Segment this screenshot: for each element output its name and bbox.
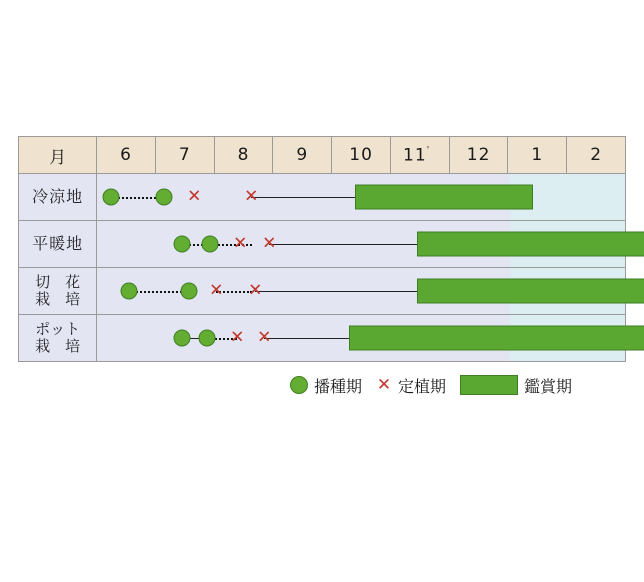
table-row bbox=[19, 221, 626, 268]
table-row bbox=[19, 315, 626, 362]
header-month-6: 6 bbox=[97, 137, 156, 174]
lane-reiryochi bbox=[97, 174, 626, 221]
header-month-2: 2 bbox=[567, 137, 626, 174]
cultivation-calendar-chart bbox=[18, 136, 626, 406]
planting-x: ✕ bbox=[244, 186, 259, 207]
planting-x: ✕ bbox=[230, 327, 245, 348]
lane-marks-reiryochi bbox=[97, 174, 625, 220]
header-month-11-text: 11 bbox=[403, 145, 427, 166]
green-bar-icon bbox=[460, 375, 518, 395]
row-label-line1: 切 花 bbox=[35, 272, 81, 291]
legend-item-sowing bbox=[290, 374, 362, 397]
sowing-dot bbox=[103, 189, 120, 206]
lane-marks-kiribana bbox=[97, 268, 625, 314]
header-month-10: 10 bbox=[332, 137, 391, 174]
planting-x: ✕ bbox=[209, 280, 224, 301]
header-month-label: 月 bbox=[19, 137, 97, 174]
lane-heidanchi bbox=[97, 221, 626, 268]
sowing-dot bbox=[174, 330, 191, 347]
planting-x: ✕ bbox=[262, 233, 277, 254]
lane-marks-heidanchi bbox=[97, 221, 625, 267]
lane-pot bbox=[97, 315, 626, 362]
header-month-11-mark: ゜ bbox=[426, 147, 437, 158]
solid-connector bbox=[269, 244, 417, 245]
legend-label-sowing: 播種期 bbox=[314, 376, 363, 396]
planting-x: ✕ bbox=[233, 233, 248, 254]
row-label-line1: ポット bbox=[35, 319, 81, 338]
legend-label-planting: 定植期 bbox=[398, 376, 447, 396]
solid-connector bbox=[251, 197, 355, 198]
header-month-12: 12 bbox=[449, 137, 508, 174]
viewing-period-bar bbox=[349, 326, 644, 351]
row-label-reiryochi: 冷涼地 bbox=[19, 174, 97, 221]
sowing-dot bbox=[174, 236, 191, 253]
planting-x: ✕ bbox=[257, 327, 272, 348]
row-label-kiribana-saibai bbox=[19, 268, 97, 315]
viewing-period-bar bbox=[355, 185, 533, 210]
sowing-dot bbox=[181, 283, 198, 300]
solid-connector bbox=[264, 338, 349, 339]
sowing-dot bbox=[202, 236, 219, 253]
sowing-dot bbox=[121, 283, 138, 300]
legend-item-viewing bbox=[460, 374, 572, 397]
red-x-icon: ✕ bbox=[376, 375, 392, 395]
schedule-table bbox=[18, 136, 626, 362]
legend-label-viewing: 鑑賞期 bbox=[524, 376, 573, 396]
table-header-row bbox=[19, 137, 626, 174]
chart-legend bbox=[290, 372, 620, 398]
header-month-1: 1 bbox=[508, 137, 567, 174]
green-dot-icon bbox=[290, 376, 308, 394]
solid-connector bbox=[255, 291, 417, 292]
header-month-9: 9 bbox=[273, 137, 332, 174]
sowing-dot bbox=[156, 189, 173, 206]
lane-marks-pot bbox=[97, 315, 625, 361]
header-month-8: 8 bbox=[214, 137, 273, 174]
row-label-line2: 栽 培 bbox=[35, 290, 81, 308]
viewing-period-bar bbox=[417, 279, 644, 304]
lane-kiribana bbox=[97, 268, 626, 315]
legend-item-planting bbox=[376, 374, 446, 397]
viewing-period-bar bbox=[417, 232, 644, 257]
header-month-7: 7 bbox=[155, 137, 214, 174]
row-label-heidanchi: 平暖地 bbox=[19, 221, 97, 268]
table-row bbox=[19, 174, 626, 221]
planting-x: ✕ bbox=[248, 280, 263, 301]
sowing-dot bbox=[199, 330, 216, 347]
row-label-pot-saibai bbox=[19, 315, 97, 362]
planting-x: ✕ bbox=[187, 186, 202, 207]
header-month-11 bbox=[390, 137, 449, 174]
table-row bbox=[19, 268, 626, 315]
row-label-line2: 栽 培 bbox=[35, 337, 81, 355]
